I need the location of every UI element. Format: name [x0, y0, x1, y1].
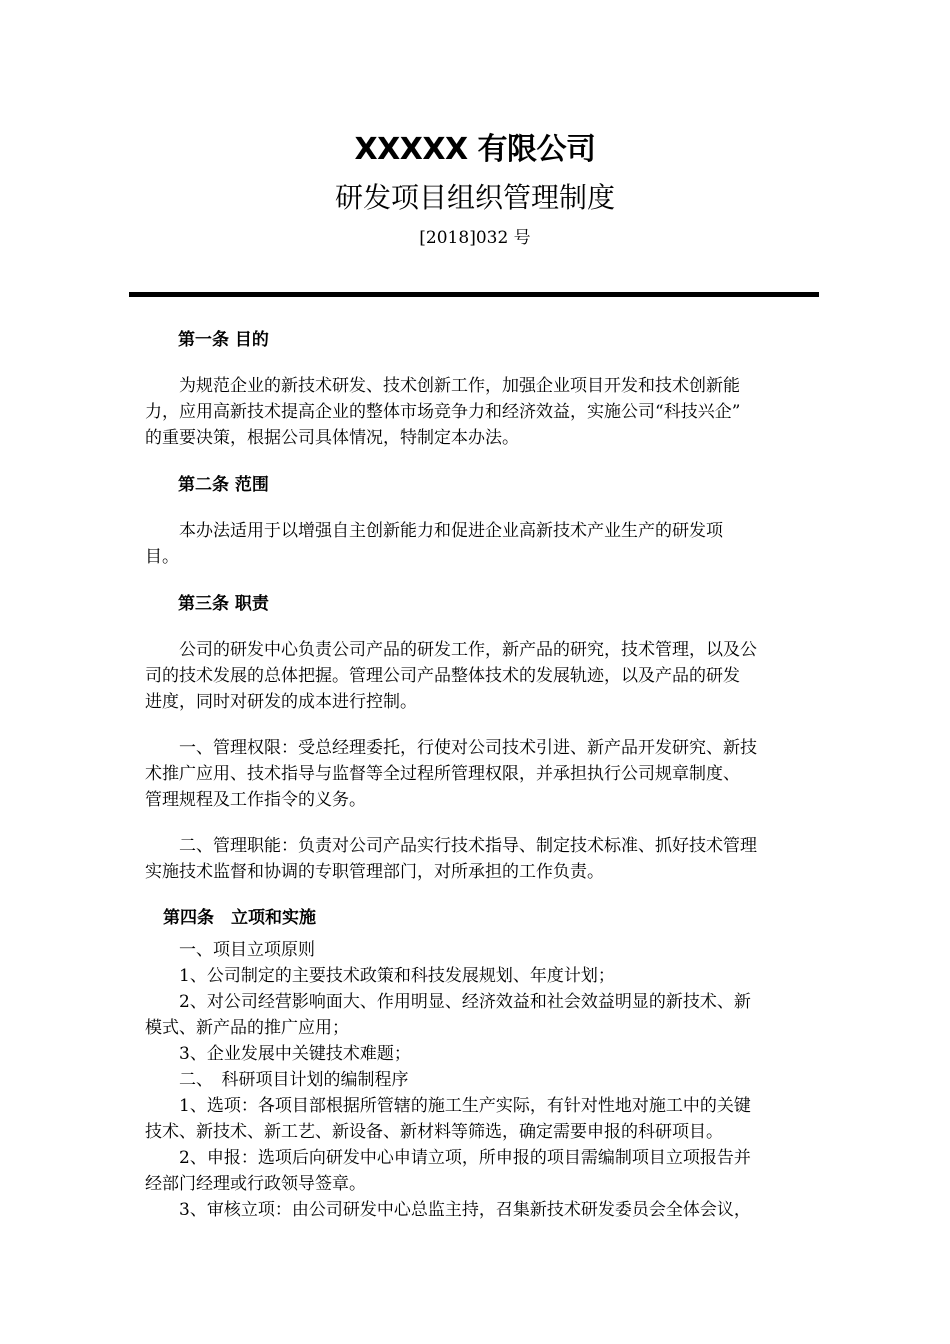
section-heading-4: 第四条 立项和实施 — [163, 908, 316, 928]
section-3-paragraph-3 — [145, 833, 810, 885]
text-line: 为规范企业的新技术研发、技术创新工作，加强企业项目开发和技术创新能 — [145, 376, 740, 396]
text-line: 3、企业发展中关键技术难题； — [145, 1044, 411, 1064]
text-line: 实施技术监督和协调的专职管理部门，对所承担的工作负责。 — [145, 862, 604, 882]
text-line: 1、选项：各项目部根据所管辖的施工生产实际，有针对性地对施工中的关键 — [145, 1096, 751, 1116]
section-1-paragraph — [145, 373, 810, 451]
text-line: 目。 — [145, 547, 179, 567]
section-3-paragraph-2 — [145, 735, 810, 813]
text-line: 管理规程及工作指令的义务。 — [145, 790, 366, 810]
text-line: 2、申报：选项后向研发中心申请立项，所申报的项目需编制项目立项报告并 — [145, 1148, 751, 1168]
section-4-body — [145, 937, 810, 1223]
company-name: XXXXX 有限公司 — [354, 132, 596, 167]
text-line: 公司的研发中心负责公司产品的研发工作，新产品的研究，技术管理，以及公 — [145, 640, 757, 660]
document-title: 研发项目组织管理制度 — [334, 181, 615, 214]
text-line: 进度，同时对研发的成本进行控制。 — [145, 692, 417, 712]
text-line: 司的技术发展的总体把握。管理公司产品整体技术的发展轨迹，以及产品的研发 — [145, 666, 740, 686]
text-line: 3、审核立项：由公司研发中心总监主持，召集新技术研发委员会全体会议， — [145, 1200, 751, 1220]
text-line: 二、 科研项目计划的编制程序 — [145, 1070, 409, 1090]
text-line: 术推广应用、技术指导与监督等全过程所管理权限，并承担执行公司规章制度、 — [145, 764, 740, 784]
text-line: 一、项目立项原则 — [145, 940, 315, 960]
text-line: 1、公司制定的主要技术政策和科技发展规划、年度计划； — [145, 966, 615, 986]
text-line: 模式、新产品的推广应用； — [145, 1018, 349, 1038]
text-line: 本办法适用于以增强自主创新能力和促进企业高新技术产业生产的研发项 — [145, 521, 723, 541]
section-heading-3: 第三条 职责 — [178, 594, 269, 614]
text-line: 一、管理权限：受总经理委托，行使对公司技术引进、新产品开发研究、新技 — [145, 738, 757, 758]
text-line: 力，应用高新技术提高企业的整体市场竞争力和经济效益，实施公司“科技兴企” — [145, 402, 741, 422]
section-heading-1: 第一条 目的 — [178, 330, 269, 350]
text-line: 的重要决策，根据公司具体情况，特制定本办法。 — [145, 428, 519, 448]
text-line: 2、对公司经营影响面大、作用明显、经济效益和社会效益明显的新技术、新 — [145, 992, 751, 1012]
text-line: 技术、新技术、新工艺、新设备、新材料等筛选，确定需要申报的科研项目。 — [145, 1122, 723, 1142]
section-3-paragraph-1 — [145, 637, 810, 715]
document-number: [2018]032 号 — [419, 228, 531, 248]
section-heading-2: 第二条 范围 — [178, 475, 269, 495]
header-divider — [129, 292, 819, 297]
text-line: 经部门经理或行政领导签章。 — [145, 1174, 366, 1194]
section-2-paragraph — [145, 518, 810, 570]
text-line: 二、管理职能：负责对公司产品实行技术指导、制定技术标准、抓好技术管理 — [145, 836, 757, 856]
